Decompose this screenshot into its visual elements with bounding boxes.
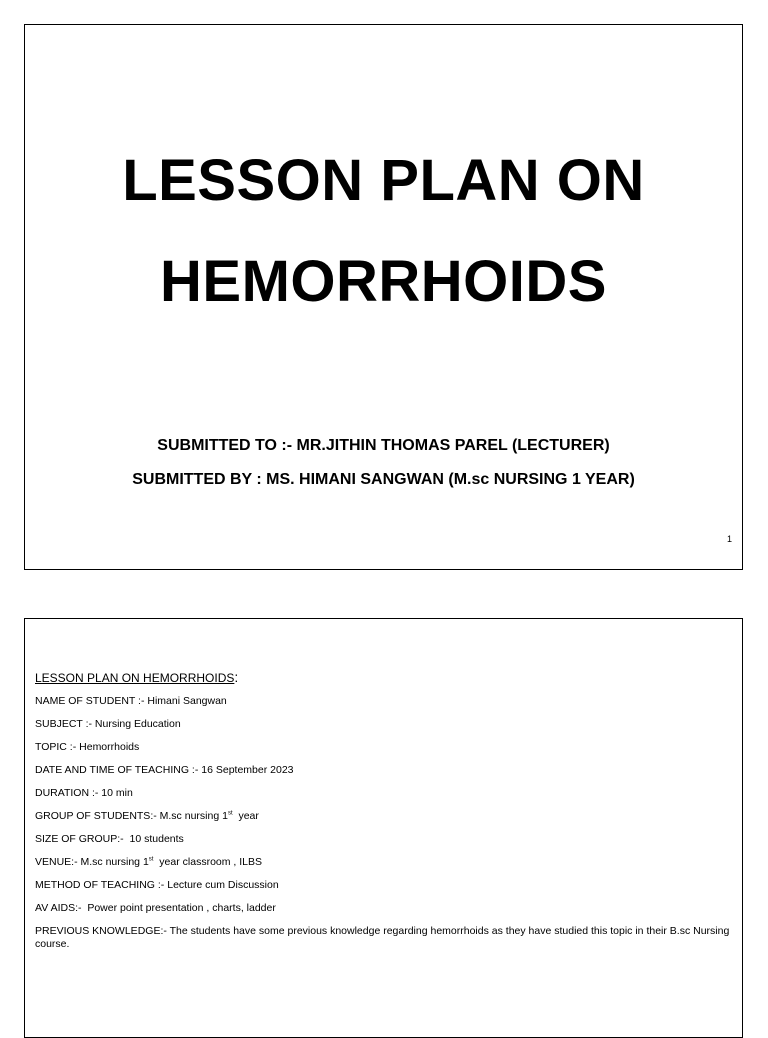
title-line-1: LESSON PLAN ON [122,148,645,213]
venue-superscript: st [148,856,154,863]
title-line-2: HEMORRHOIDS [160,249,607,314]
lesson-plan-heading-colon: : [234,669,239,685]
submitted-to: SUBMITTED TO :- MR.JITHIN THOMAS PAREL (LECTURER) [157,437,610,454]
group-text: GROUP OF STUDENTS:- M.sc nursing 1 [35,810,228,822]
group-superscript: st [227,810,233,817]
row-group-of-students [35,810,730,833]
row-method-of-teaching: METHOD OF TEACHING :- Lecture cum Discussion [35,879,279,891]
venue-text: VENUE:- M.sc nursing 1 [35,856,149,868]
row-topic: TOPIC :- Hemorrhoids [35,741,140,753]
page-number: 1 [726,534,732,544]
lesson-details-list [35,695,730,951]
row-venue [35,856,730,879]
row-duration: DURATION :- 10 min [35,787,133,799]
row-subject: SUBJECT :- Nursing Education [35,718,181,730]
slide-lesson-details [24,618,743,1038]
row-av-aids: AV AIDS:- Power point presentation , charts, ladder [35,902,276,914]
lesson-plan-heading [35,669,238,685]
row-size-of-group: SIZE OF GROUP:- 10 students [35,833,184,845]
slide-title-page [24,24,743,570]
row-name-of-student: NAME OF STUDENT :- Himani Sangwan [35,695,227,707]
group-text-end: year [232,810,259,822]
row-previous-knowledge: PREVIOUS KNOWLEDGE:- The students have some previous knowledge regarding hemorrhoids as they have studied this topic in their B.sc Nursing course. [35,925,730,950]
venue-text-end: year classroom , ILBS [153,856,263,868]
submitted-by: SUBMITTED BY : MS. HIMANI SANGWAN (M.sc NURSING 1 YEAR) [132,471,635,488]
row-date-time: DATE AND TIME OF TEACHING :- 16 September 2023 [35,764,294,776]
lesson-plan-heading-text: LESSON PLAN ON HEMORRHOIDS [35,671,235,685]
